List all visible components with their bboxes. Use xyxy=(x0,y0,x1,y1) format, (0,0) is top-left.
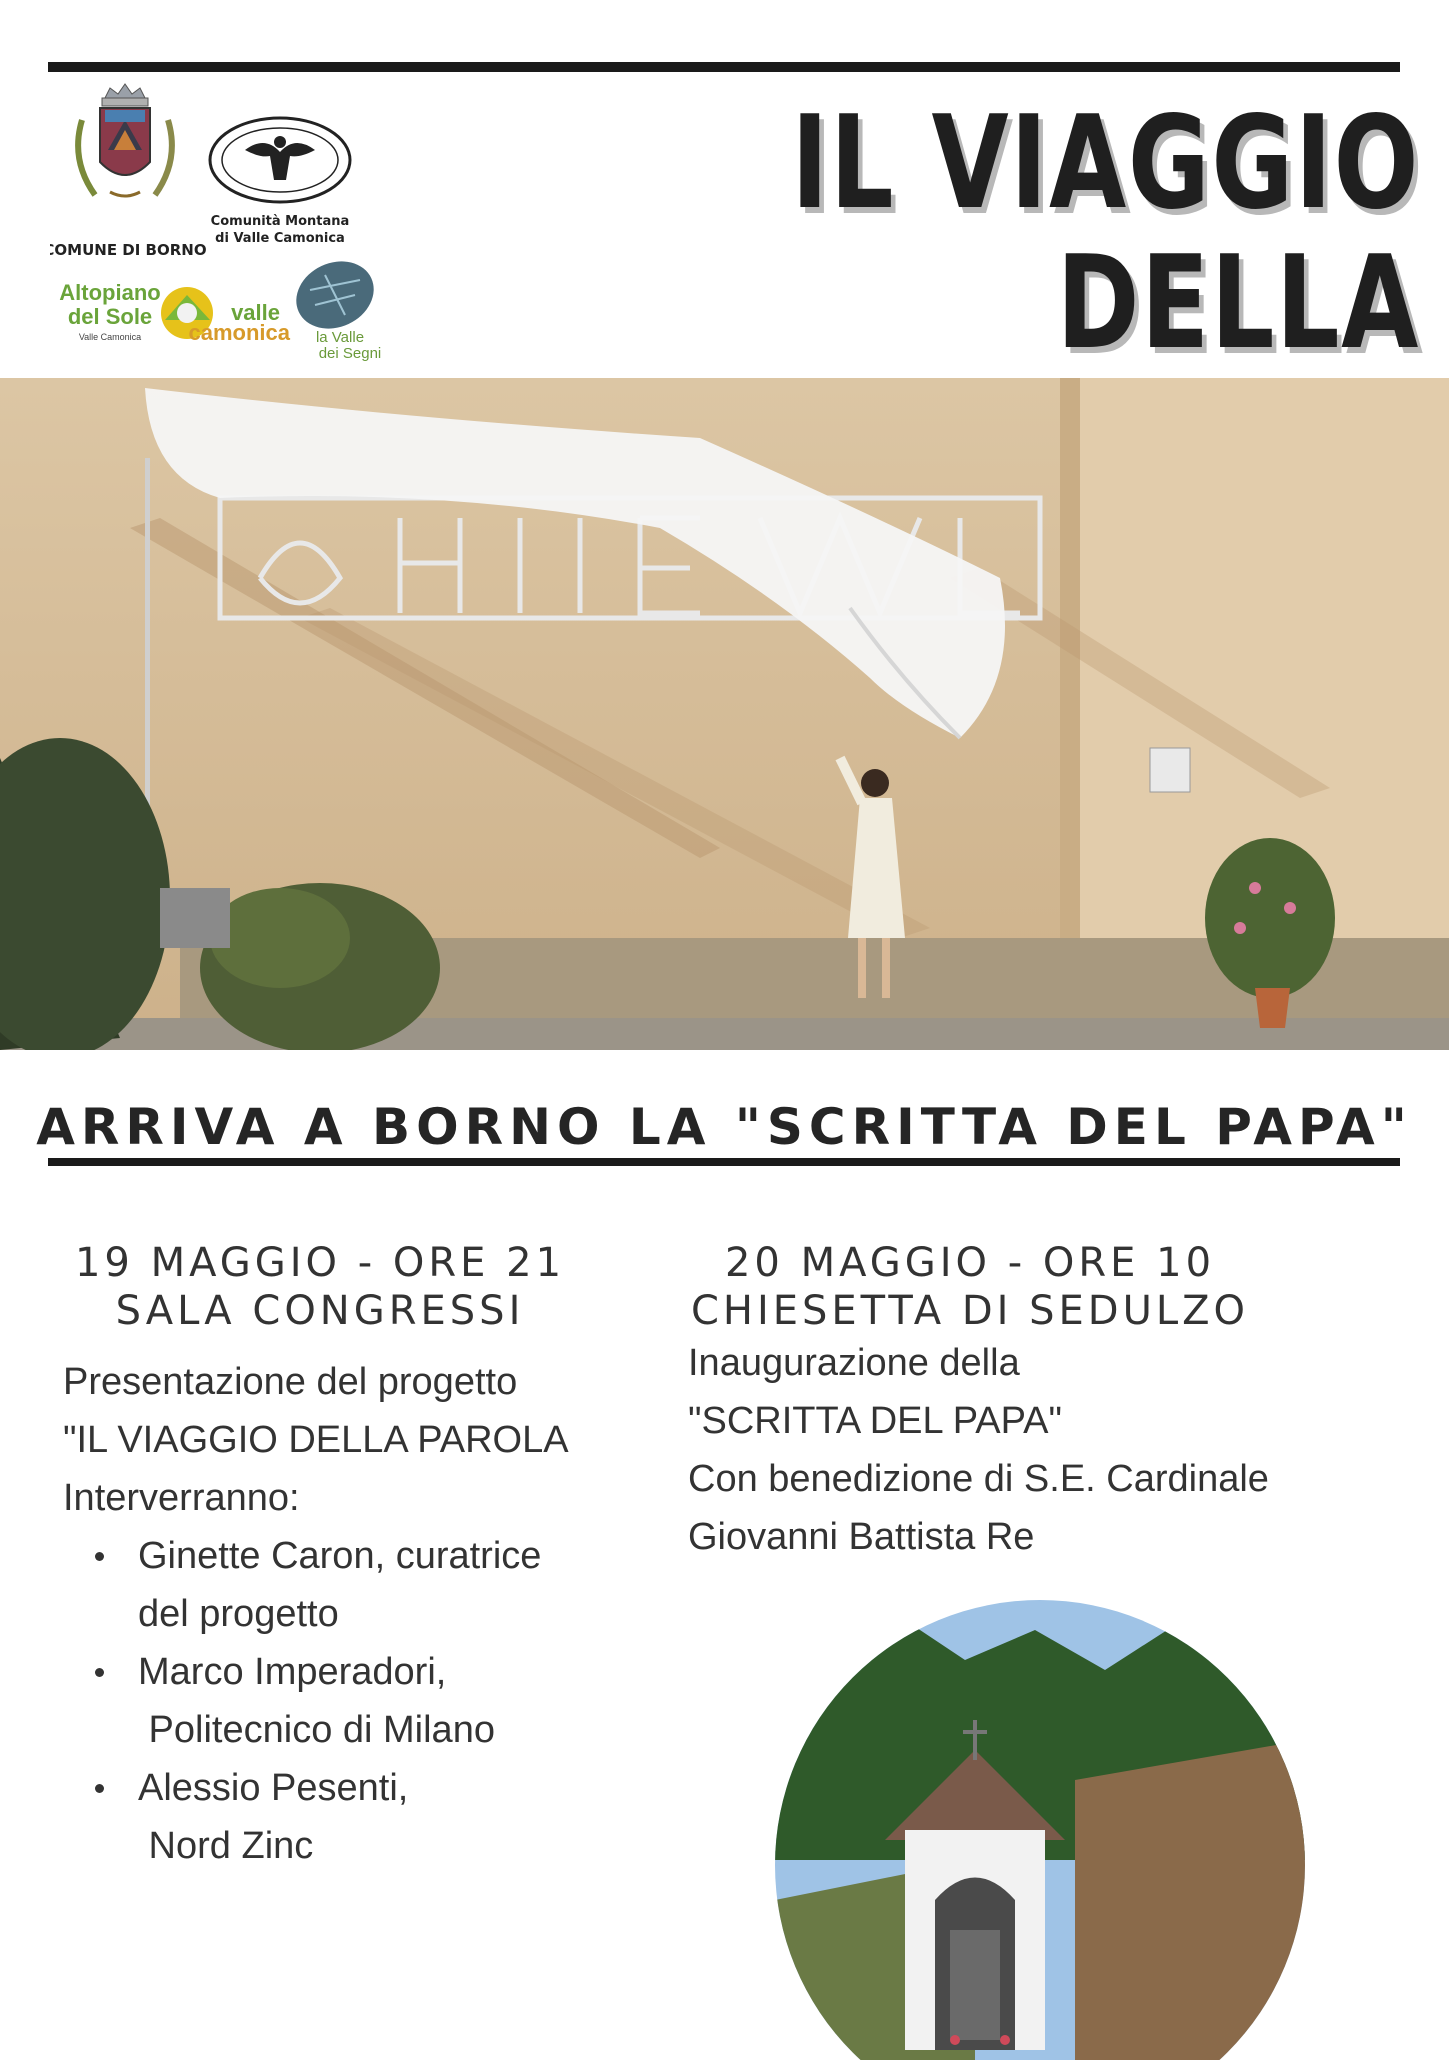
list-item: Alessio Pesenti, Nord Zinc xyxy=(63,1759,663,1875)
title-line-2: DELLA xyxy=(1056,229,1420,378)
title-line-1: IL VIAGGIO xyxy=(791,89,1420,238)
right-line-3: Con benedizione di S.E. Cardinale xyxy=(688,1458,1269,1500)
bullet-icon xyxy=(95,1552,104,1561)
right-line-2: "SCRITTA DEL PAPA" xyxy=(688,1400,1062,1442)
chapel-photo xyxy=(775,1600,1305,2060)
list-item: Ginette Caron, curatrice del progetto xyxy=(63,1527,663,1643)
speakers-list xyxy=(63,1527,663,1875)
right-place: CHIESETTA DI SEDULZO xyxy=(690,1288,1250,1334)
left-date: 19 MAGGIO - ORE 21 xyxy=(74,1240,566,1286)
bullet-icon xyxy=(95,1784,104,1793)
subtitle-rule xyxy=(48,1158,1400,1166)
valle-dei-segni-logo xyxy=(285,249,385,341)
svg-text:valle: valle xyxy=(231,300,280,325)
left-column xyxy=(63,1353,663,1875)
bullet-icon xyxy=(95,1668,104,1677)
comune-label: COMUNE DI BORNO xyxy=(50,241,207,259)
right-date: 20 MAGGIO - ORE 10 xyxy=(724,1240,1216,1286)
svg-text:Valle Camonica: Valle Camonica xyxy=(78,332,142,342)
left-intro-1: Presentazione del progetto xyxy=(63,1361,518,1403)
comune-crest-logo xyxy=(78,84,172,196)
list-item: Marco Imperadori, Politecnico di Milano xyxy=(63,1643,663,1759)
svg-text:di Valle Camonica: di Valle Camonica xyxy=(215,231,345,246)
svg-text:Comunità Montana: Comunità Montana xyxy=(210,214,350,229)
svg-text:Altopiano: Altopiano xyxy=(59,280,161,305)
left-intro-2: "IL VIAGGIO DELLA PAROLA xyxy=(63,1419,569,1461)
svg-text:del Sole: del Sole xyxy=(67,304,153,329)
svg-text:la Valle: la Valle xyxy=(315,329,365,346)
right-line-4: Giovanni Battista Re xyxy=(688,1516,1035,1558)
subtitle: ARRIVA A BORNO LA "SCRITTA DEL PAPA" xyxy=(36,1098,1413,1156)
right-line-1: Inaugurazione della xyxy=(688,1342,1020,1384)
svg-text:dei Segni: dei Segni xyxy=(318,345,382,362)
eagle-logo xyxy=(210,118,350,202)
right-column xyxy=(688,1334,1388,1566)
top-rule xyxy=(48,62,1400,72)
speakers-label: Interverranno: xyxy=(63,1477,300,1519)
svg-text:camonica: camonica xyxy=(188,320,290,345)
logo-group xyxy=(50,80,410,370)
hero-photo xyxy=(0,378,1449,1050)
left-place: SALA CONGRESSI xyxy=(115,1288,525,1334)
